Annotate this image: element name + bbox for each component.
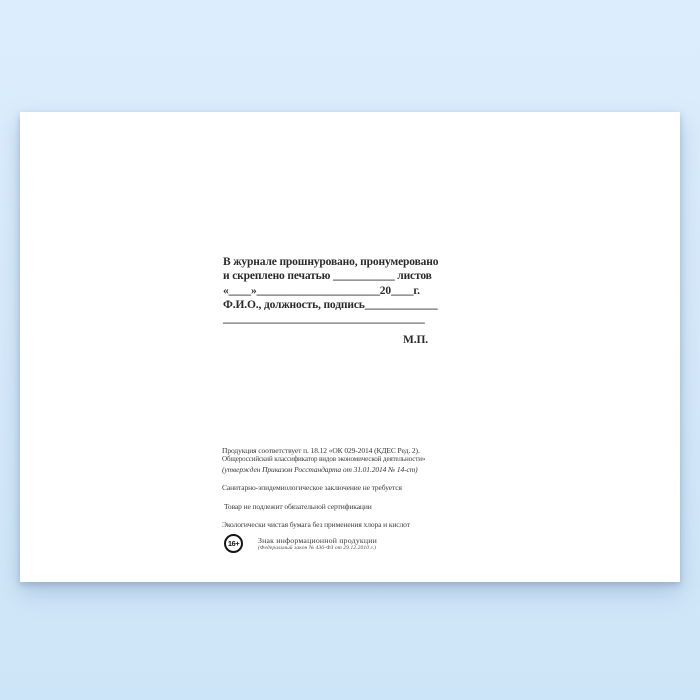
compliance-block [222, 446, 425, 474]
seal-mark: М.П. [403, 334, 428, 347]
age-rating-row [224, 534, 377, 553]
lacing-line-1: В журнале прошнуровано, пронумеровано [223, 256, 439, 268]
lacing-seal-block [223, 255, 439, 348]
age-rating-label: Знак информационной продукции [258, 536, 378, 545]
age-rating-16plus-icon: 16+ [224, 534, 243, 553]
sanitary-note: Санитарно-эпидемиологическое заключение не требуется [222, 483, 402, 492]
certification-note: Товар не подлежит обязательной сертификации [224, 502, 372, 511]
lacing-date-line: «____»______________________20____г. [223, 284, 420, 297]
lacing-blank-line: ____________________________________ [223, 313, 425, 326]
journal-back-page [20, 112, 680, 582]
lacing-signature-line: Ф.И.О., должность, подпись_____________ [223, 298, 438, 311]
compliance-line-1: Продукция соответствует п. 18.12 «ОК 029-2014 (КДЕС Ред. 2). [222, 446, 420, 455]
compliance-line-3: (утвержден Приказом Росстандарта от 31.01.2014 № 14-ст) [222, 464, 418, 474]
age-rating-law-note: (Федеральный закон № 436-ФЗ от 29.12.2010 г.) [258, 545, 377, 551]
age-rating-texts [258, 536, 377, 552]
lacing-line-2: и скреплено печатью ___________ листов [223, 270, 432, 283]
eco-paper-note: Экологически чистая бумага без применения хлора и кислот [222, 520, 410, 529]
compliance-line-2: Общероссийский классификатор видов экономической деятельности» [222, 455, 426, 464]
